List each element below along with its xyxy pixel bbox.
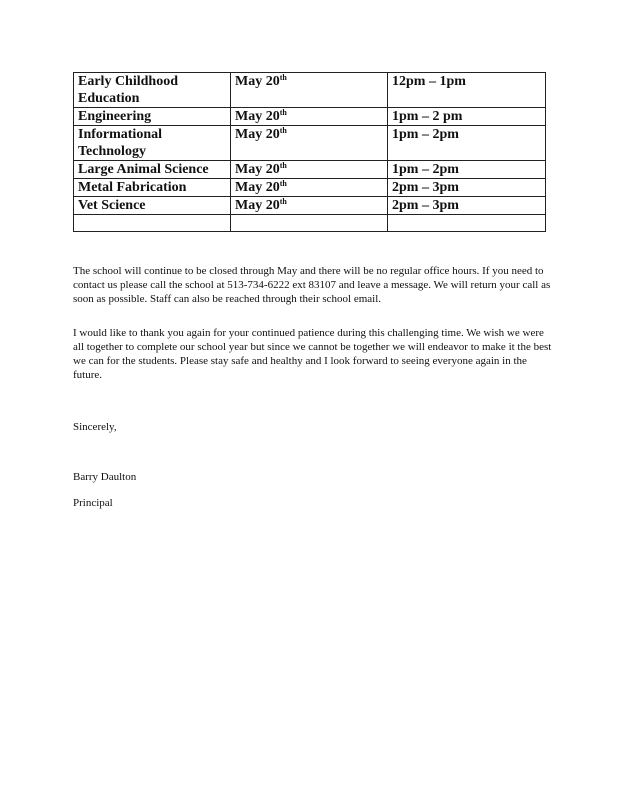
- empty-cell: [388, 215, 546, 232]
- program-cell: Large Animal Science: [74, 161, 231, 179]
- date-cell: [231, 126, 388, 161]
- thank-you-paragraph: I would like to thank you again for your continued patience during this challenging time. We wish we were all together to complete our school year but since we cannot be together we will endeavor to make it the best we can for the students. Please stay safe and healthy and I look forward to seeing everyone again in the future.: [73, 327, 552, 381]
- date-text: May 20: [235, 162, 280, 177]
- table-row: [74, 108, 546, 126]
- time-cell: 1pm – 2 pm: [388, 108, 546, 126]
- date-cell: [231, 108, 388, 126]
- date-suffix: th: [279, 161, 287, 170]
- empty-cell: [231, 215, 388, 232]
- schedule-table: [73, 72, 546, 232]
- date-cell: [231, 161, 388, 179]
- closing-text: Sincerely,: [73, 421, 117, 433]
- date-text: May 20: [235, 180, 280, 195]
- date-text: May 20: [235, 74, 280, 89]
- signer-title: Principal: [73, 497, 113, 509]
- time-cell: 12pm – 1pm: [388, 73, 546, 108]
- table-row: [74, 73, 546, 108]
- empty-cell: [74, 215, 231, 232]
- program-cell: Informational Technology: [74, 126, 231, 161]
- time-cell: 1pm – 2pm: [388, 161, 546, 179]
- program-cell: Metal Fabrication: [74, 179, 231, 197]
- date-cell: [231, 179, 388, 197]
- table-row: [74, 161, 546, 179]
- date-suffix: th: [279, 126, 287, 135]
- time-cell: 1pm – 2pm: [388, 126, 546, 161]
- time-cell: 2pm – 3pm: [388, 179, 546, 197]
- date-suffix: th: [279, 73, 287, 82]
- signer-name: Barry Daulton: [73, 471, 137, 483]
- date-text: May 20: [235, 198, 280, 213]
- date-text: May 20: [235, 109, 280, 124]
- date-text: May 20: [235, 127, 280, 142]
- table-row: [74, 179, 546, 197]
- table-row: [74, 197, 546, 215]
- table-row: [74, 126, 546, 161]
- empty-table-row: [74, 215, 546, 232]
- date-suffix: th: [279, 197, 287, 206]
- program-cell: Engineering: [74, 108, 231, 126]
- date-suffix: th: [279, 108, 287, 117]
- date-cell: [231, 73, 388, 108]
- time-cell: 2pm – 3pm: [388, 197, 546, 215]
- program-cell: Early Childhood Education: [74, 73, 231, 108]
- office-hours-paragraph: The school will continue to be closed through May and there will be no regular office hours. If you need to contact us please call the school at 513-734-6222 ext 83107 and leave a message. We will return your call as soon as possible. Staff can also be reached through their school email.: [73, 265, 551, 305]
- program-cell: Vet Science: [74, 197, 231, 215]
- date-cell: [231, 197, 388, 215]
- date-suffix: th: [279, 179, 287, 188]
